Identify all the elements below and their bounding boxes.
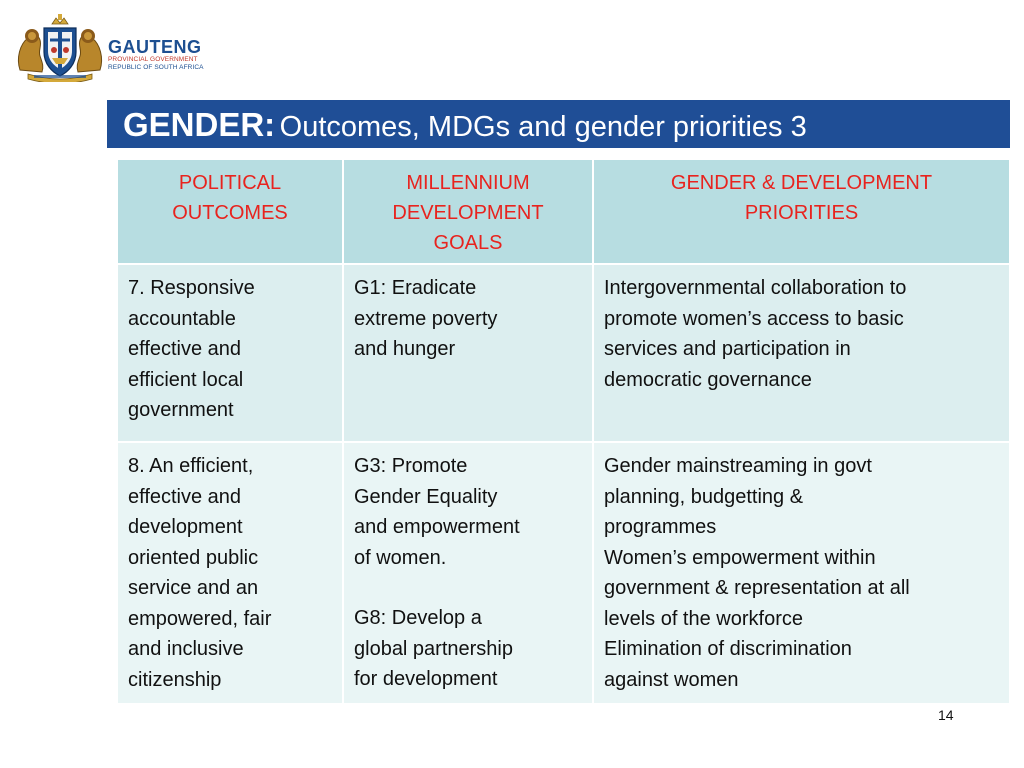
table-header-row	[117, 159, 1010, 264]
page-number: 14	[938, 707, 954, 723]
header-line: DEVELOPMENT	[392, 202, 544, 224]
paragraph-gap	[354, 573, 584, 603]
cell-line: promote women’s access to basic	[604, 307, 904, 330]
cell-outcome	[117, 442, 343, 704]
header-line: PRIORITIES	[744, 202, 859, 224]
cell-line: accountable	[128, 307, 236, 330]
cell-line: Intergovernmental collaboration to	[604, 277, 907, 299]
cell-line: services and participation in	[604, 338, 851, 360]
cell-line: G1: Eradicate	[354, 277, 477, 299]
cell-line: citizenship	[128, 668, 222, 691]
cell-line: and empowerment	[354, 516, 520, 538]
title-subject: Outcomes, MDGs and gender priorities 3	[279, 111, 807, 143]
cell-priority	[593, 442, 1010, 704]
cell-line: empowered, fair	[128, 607, 272, 630]
cell-line: government & representation at all	[604, 577, 910, 599]
cell-line: G3: Promote	[354, 455, 468, 477]
cell-line: and hunger	[354, 338, 456, 360]
header-line: GENDER & DEVELOPMENT	[670, 172, 933, 194]
gender-priorities-table-container	[116, 158, 1009, 705]
header-line: POLITICAL	[178, 172, 282, 194]
cell-line: 8. An efficient,	[128, 455, 254, 477]
cell-line: programmes	[604, 516, 717, 538]
cell-line: extreme poverty	[354, 307, 498, 330]
cell-line: for development	[354, 668, 498, 690]
cell-line: Gender Equality	[354, 485, 498, 508]
header-millennium-development-goals	[343, 159, 593, 264]
header-line: GOALS	[433, 232, 503, 254]
table-row	[117, 442, 1010, 704]
gauteng-logo	[14, 14, 204, 82]
header-political-outcomes	[117, 159, 343, 264]
cell-line: global partnership	[354, 637, 513, 660]
header-line: OUTCOMES	[172, 202, 288, 224]
cell-line: development	[128, 516, 243, 538]
cell-goal	[343, 264, 593, 442]
logo-wordmark	[108, 38, 204, 72]
header-line: MILLENNIUM	[406, 172, 530, 194]
cell-line: Gender mainstreaming in govt	[604, 455, 872, 477]
cell-line: service and an	[128, 577, 259, 599]
logo-subtitle-1: PROVINCIAL GOVERNMENT	[108, 56, 198, 63]
gender-priorities-table	[116, 158, 1011, 705]
title-keyword: GENDER:	[123, 106, 276, 143]
cell-line: levels of the workforce	[604, 607, 803, 630]
cell-line: democratic governance	[604, 368, 812, 391]
slide-title	[107, 100, 1010, 148]
table-row	[117, 264, 1010, 442]
cell-line: effective and	[128, 485, 242, 508]
cell-goal	[343, 442, 593, 704]
cell-line: Women’s empowerment within	[604, 546, 876, 569]
cell-line: efficient local	[128, 368, 244, 391]
cell-line: effective and	[128, 338, 242, 360]
cell-line: government	[128, 399, 234, 421]
logo-name: GAUTENG	[108, 37, 202, 57]
cell-line: of women.	[354, 546, 447, 569]
cell-line: and inclusive	[128, 638, 244, 660]
cell-priority	[593, 264, 1010, 442]
logo-subtitle-2: REPUBLIC OF SOUTH AFRICA	[108, 64, 204, 71]
coat-of-arms-icon	[14, 14, 106, 82]
cell-line: against women	[604, 668, 739, 691]
header-gender-development-priorities	[593, 159, 1010, 264]
cell-outcome	[117, 264, 343, 442]
cell-line: oriented public	[128, 546, 259, 569]
cell-line: G8: Develop a	[354, 607, 482, 629]
cell-line: Elimination of discrimination	[604, 638, 852, 660]
cell-line: planning, budgetting &	[604, 485, 804, 508]
cell-line: 7. Responsive	[128, 277, 255, 299]
